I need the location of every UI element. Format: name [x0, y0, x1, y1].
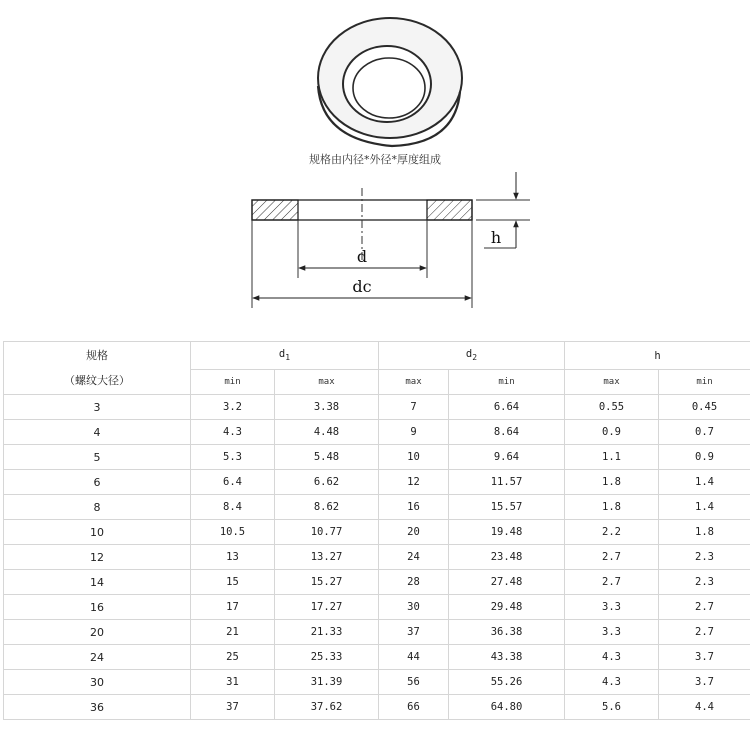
table-cell: 3.7	[659, 645, 750, 670]
diagram-caption: 规格由内径*外径*厚度组成	[309, 153, 441, 166]
table-cell: 29.48	[449, 595, 565, 620]
table-cell: 4.48	[275, 420, 379, 445]
table-cell: 13	[191, 545, 275, 570]
table-cell: 64.80	[449, 695, 565, 720]
table-cell: 3.2	[191, 395, 275, 420]
table-cell: 37	[379, 620, 449, 645]
table-cell: 31.39	[275, 670, 379, 695]
table-row	[4, 620, 750, 645]
table-cell: 15	[191, 570, 275, 595]
table-cell: 4.3	[565, 645, 659, 670]
table-row	[4, 645, 750, 670]
table-cell: 2.7	[565, 570, 659, 595]
subheader-cell: max	[275, 370, 379, 395]
table-cell: 0.9	[659, 445, 750, 470]
table-cell: 24	[379, 545, 449, 570]
table-cell: 1.1	[565, 445, 659, 470]
d-label: d	[356, 247, 368, 266]
table-cell: 3.3	[565, 595, 659, 620]
table-cell: 3.7	[659, 670, 750, 695]
spec-size-cell: 5	[4, 445, 191, 470]
table-cell: 31	[191, 670, 275, 695]
table-cell: 2.7	[565, 545, 659, 570]
table-cell: 21	[191, 620, 275, 645]
table-cell: 10.77	[275, 520, 379, 545]
table-cell: 0.45	[659, 395, 750, 420]
table-cell: 11.57	[449, 470, 565, 495]
table-cell: 25	[191, 645, 275, 670]
table-cell: 37	[191, 695, 275, 720]
header-spec	[4, 342, 191, 395]
table-cell: 4.3	[565, 670, 659, 695]
spec-size-cell: 20	[4, 620, 191, 645]
header-group-d2	[379, 342, 565, 370]
table-cell: 8.64	[449, 420, 565, 445]
table-cell: 37.62	[275, 695, 379, 720]
table-cell: 30	[379, 595, 449, 620]
table-cell: 1.8	[565, 470, 659, 495]
spec-size-cell: 3	[4, 395, 191, 420]
table-cell: 16	[379, 495, 449, 520]
table-cell: 44	[379, 645, 449, 670]
spec-size-cell: 10	[4, 520, 191, 545]
subheader-cell: max	[565, 370, 659, 395]
table-cell: 2.3	[659, 570, 750, 595]
table-cell: 1.4	[659, 470, 750, 495]
header-group-h	[565, 342, 750, 370]
table-cell: 2.7	[659, 595, 750, 620]
table-row	[4, 470, 750, 495]
group-d1-sub: 1	[285, 353, 291, 363]
hatched-section-left	[252, 200, 298, 220]
table-cell: 2.3	[659, 545, 750, 570]
spec-size-cell: 4	[4, 420, 191, 445]
table-cell: 1.8	[565, 495, 659, 520]
table-cell: 3.38	[275, 395, 379, 420]
group-h-base: h	[654, 349, 661, 362]
washer-3d-illustration	[318, 18, 462, 146]
table-row	[4, 520, 750, 545]
spec-size-cell: 12	[4, 545, 191, 570]
header-group-d1	[191, 342, 379, 370]
spec-size-cell: 6	[4, 470, 191, 495]
table-row	[4, 695, 750, 720]
subheader-cell: min	[191, 370, 275, 395]
table-row	[4, 570, 750, 595]
table-row	[4, 545, 750, 570]
subheader-cell: min	[659, 370, 750, 395]
table-cell: 56	[379, 670, 449, 695]
dc-label: dc	[352, 277, 372, 296]
table-cell: 19.48	[449, 520, 565, 545]
header-spec-line2: （螺纹大径）	[64, 374, 130, 387]
spec-size-cell: 30	[4, 670, 191, 695]
table-cell: 28	[379, 570, 449, 595]
group-d2-base: d	[465, 348, 473, 361]
spec-size-cell: 24	[4, 645, 191, 670]
table-cell: 15.57	[449, 495, 565, 520]
subheader-cell: max	[379, 370, 449, 395]
group-d2-sub: 2	[472, 353, 478, 363]
subheader-cell: min	[449, 370, 565, 395]
table-cell: 6.4	[191, 470, 275, 495]
table-cell: 17.27	[275, 595, 379, 620]
washer-section-view	[252, 172, 530, 308]
table-cell: 15.27	[275, 570, 379, 595]
table-cell: 20	[379, 520, 449, 545]
table-cell: 4.4	[659, 695, 750, 720]
table-cell: 8.4	[191, 495, 275, 520]
table-cell: 13.27	[275, 545, 379, 570]
table-cell: 6.64	[449, 395, 565, 420]
table-cell: 0.55	[565, 395, 659, 420]
table-cell: 5.3	[191, 445, 275, 470]
table-row	[4, 495, 750, 520]
table-cell: 25.33	[275, 645, 379, 670]
table-cell: 1.4	[659, 495, 750, 520]
table-cell: 7	[379, 395, 449, 420]
table-cell: 55.26	[449, 670, 565, 695]
table-row	[4, 670, 750, 695]
table-cell: 21.33	[275, 620, 379, 645]
h-label: h	[490, 228, 502, 247]
table-cell: 43.38	[449, 645, 565, 670]
table-row	[4, 595, 750, 620]
table-cell: 8.62	[275, 495, 379, 520]
table-cell: 10.5	[191, 520, 275, 545]
table-cell: 9	[379, 420, 449, 445]
table-cell: 27.48	[449, 570, 565, 595]
table-cell: 5.6	[565, 695, 659, 720]
table-cell: 12	[379, 470, 449, 495]
table-cell: 36.38	[449, 620, 565, 645]
table-cell: 9.64	[449, 445, 565, 470]
spec-size-cell: 8	[4, 495, 191, 520]
table-cell: 4.3	[191, 420, 275, 445]
table-row	[4, 420, 750, 445]
table-cell: 2.7	[659, 620, 750, 645]
table-cell: 10	[379, 445, 449, 470]
spec-size-cell: 14	[4, 570, 191, 595]
spec-size-cell: 16	[4, 595, 191, 620]
washer-drawing	[0, 0, 750, 335]
table-cell: 6.62	[275, 470, 379, 495]
group-d1-base: d	[278, 348, 286, 361]
table-row	[4, 445, 750, 470]
table-cell: 0.9	[565, 420, 659, 445]
header-spec-line1: 规格	[86, 349, 108, 362]
table-cell: 0.7	[659, 420, 750, 445]
spec-size-cell: 36	[4, 695, 191, 720]
table-cell: 3.3	[565, 620, 659, 645]
table-cell: 1.8	[659, 520, 750, 545]
spec-table	[3, 341, 750, 720]
hatched-section-right	[427, 200, 472, 220]
table-cell: 17	[191, 595, 275, 620]
table-row	[4, 395, 750, 420]
table-cell: 2.2	[565, 520, 659, 545]
table-cell: 23.48	[449, 545, 565, 570]
table-cell: 66	[379, 695, 449, 720]
header-row-groups	[4, 342, 750, 370]
table-cell: 5.48	[275, 445, 379, 470]
